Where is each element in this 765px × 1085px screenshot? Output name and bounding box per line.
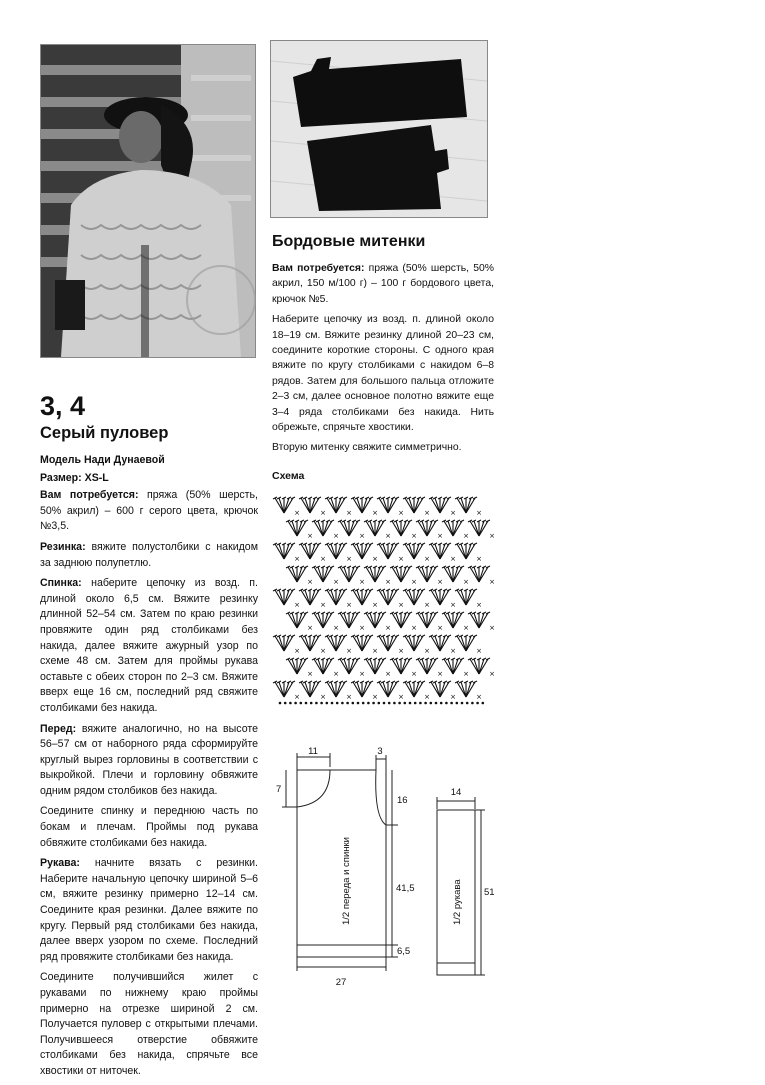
stitch-fan	[273, 543, 295, 559]
chain-dot	[435, 702, 438, 705]
stitch-x: ×	[411, 670, 417, 678]
stitch-fan	[403, 635, 425, 651]
chain-dot	[357, 702, 360, 705]
stitch-fan	[455, 681, 477, 697]
dim-body-height: 41,5	[396, 883, 415, 894]
needs-label: Вам потребуется:	[40, 489, 139, 502]
stitch-fan	[390, 520, 412, 536]
model-credit: Модель Нади Дунаевой	[40, 454, 165, 466]
stitch-x: ×	[463, 670, 469, 678]
chain-dot	[388, 702, 391, 705]
mittens-needs-label: Вам потребуется:	[272, 263, 365, 274]
stitch-x: ×	[424, 693, 430, 701]
stitch-x: ×	[307, 532, 313, 540]
stitch-x: ×	[320, 647, 326, 655]
stitch-x: ×	[424, 601, 430, 609]
chain-dot	[294, 702, 297, 705]
dim-body-width: 27	[335, 977, 347, 988]
stitch-x: ×	[476, 555, 482, 563]
dim-rib-height: 6,5	[397, 946, 411, 957]
stitch-fan	[299, 543, 321, 559]
stitch-fan	[429, 497, 451, 513]
stitch-x: ×	[398, 509, 404, 517]
front-text: вяжите аналогично, но на высоте 56–57 см от наборного ряда сформируйте круглый вырез горловины в соответствии с выкройкой. Плечи и горловину обвяжите одним рядом столбиков без накида.	[40, 722, 258, 797]
stitch-x: ×	[294, 647, 300, 655]
chain-dot	[341, 702, 344, 705]
stitch-fan	[299, 589, 321, 605]
stitch-fan	[468, 566, 490, 582]
stitch-fan	[299, 635, 321, 651]
stitch-fan	[312, 566, 334, 582]
stitch-x: ×	[294, 509, 300, 517]
stitch-x: ×	[463, 532, 469, 540]
stitch-x: ×	[346, 693, 352, 701]
stitch-x: ×	[333, 578, 339, 586]
chain-dot	[346, 702, 349, 705]
mittens-needs-text: пряжа (50% шерсть, 50% акрил, 150 м/100 г) – 100 г бордового цвета, крючок №5.	[272, 263, 494, 305]
dim-armhole: 16	[397, 795, 408, 806]
stitch-fan	[273, 635, 295, 651]
dim-sleeve-width: 14	[450, 787, 462, 798]
stitch-fan	[429, 635, 451, 651]
stitch-x: ×	[463, 578, 469, 586]
chain-dot	[289, 702, 292, 705]
stitch-x: ×	[437, 670, 443, 678]
stitch-x: ×	[489, 670, 495, 678]
stitch-x: ×	[346, 647, 352, 655]
stitch-x: ×	[385, 578, 391, 586]
stitch-x: ×	[398, 601, 404, 609]
stitch-x: ×	[424, 555, 430, 563]
size-label: Размер:	[40, 471, 82, 484]
back-text: наберите цепочку из возд. п. длиной около 6,5 см. Вяжите резинку длинной 52–54 см. Затем по краю резинки провяжите один ряд столбиками без накида, далее вяжите ажурный узор по схеме 48 см. Затем для проймы рукава оставьте с обеих сторон по 2–3 см. Вяжите вверх еще 16 см, последний ряд свяжите столбиками без накида.	[40, 577, 258, 714]
pattern-diagram	[272, 745, 502, 1020]
stitch-fan	[455, 543, 477, 559]
rib-label: Резинка:	[40, 540, 86, 553]
stitch-x: ×	[333, 532, 339, 540]
chain-dot	[471, 702, 474, 705]
chain-dot	[409, 702, 412, 705]
stitch-fan	[364, 520, 386, 536]
stitch-x: ×	[294, 555, 300, 563]
stitch-x: ×	[346, 509, 352, 517]
stitch-x: ×	[346, 601, 352, 609]
chain-dot	[398, 702, 401, 705]
chain-dot	[414, 702, 417, 705]
mittens-photo	[270, 40, 488, 218]
stitch-fan	[312, 520, 334, 536]
schema-label: Схема	[272, 470, 305, 482]
join-text: Соедините спинку и переднюю часть по бокам и плечам. Проймы под рукава обвяжите столбиками без накида.	[40, 805, 258, 849]
chain-dot	[352, 702, 355, 705]
stitch-x: ×	[424, 647, 430, 655]
stitch-x: ×	[450, 555, 456, 563]
stitch-x: ×	[489, 532, 495, 540]
stitch-x: ×	[398, 693, 404, 701]
stitch-fan	[351, 543, 373, 559]
stitch-x: ×	[450, 509, 456, 517]
chain-dot	[445, 702, 448, 705]
stitch-fan	[468, 658, 490, 674]
stitch-x: ×	[372, 509, 378, 517]
stitch-x: ×	[489, 624, 495, 632]
back-label: Спинка:	[40, 577, 82, 590]
stitch-x: ×	[476, 509, 482, 517]
size-value: XS-L	[84, 471, 109, 484]
stitch-x: ×	[385, 624, 391, 632]
stitch-fan	[377, 589, 399, 605]
chain-dot	[450, 702, 453, 705]
stitch-x: ×	[359, 578, 365, 586]
stitch-fan	[325, 589, 347, 605]
stitch-fan	[325, 543, 347, 559]
stitch-fan	[286, 658, 308, 674]
stitch-fan	[351, 497, 373, 513]
chain-dot	[310, 702, 313, 705]
chain-dot	[383, 702, 386, 705]
stitch-fan	[273, 589, 295, 605]
stitch-fan	[338, 520, 360, 536]
stitch-x: ×	[346, 555, 352, 563]
stitch-fan	[377, 497, 399, 513]
stitch-fan	[377, 635, 399, 651]
stitch-x: ×	[398, 555, 404, 563]
stitch-fan	[468, 612, 490, 628]
stitch-x: ×	[307, 578, 313, 586]
sleeve-text: начните вязать с резинки. Наберите начальную цепочку шириной 5–6 см, вяжите резинку примерно 12–14 см. Соедините края резинки. Далее вяжите по кругу. Первый ряд столбиками без накида, далее вверх узором по схеме. Последний ряд провяжите столбиками без накида.	[40, 857, 258, 963]
mittens-symmetric: Вторую митенку свяжите симметрично.	[272, 442, 462, 454]
stitch-fan	[390, 566, 412, 582]
stitch-fan	[442, 658, 464, 674]
stitch-x: ×	[411, 578, 417, 586]
chain-dot	[331, 702, 334, 705]
stitch-fan	[325, 497, 347, 513]
stitch-x: ×	[411, 624, 417, 632]
chain-dot	[320, 702, 323, 705]
crochet-chart	[276, 488, 495, 713]
needs-text: пряжа (50% шерсть, 50% акрил) – 600 г серого цвета, крючок №3,5.	[40, 489, 258, 533]
stitch-x: ×	[437, 624, 443, 632]
stitch-x: ×	[359, 670, 365, 678]
chain-dot	[456, 702, 459, 705]
pullover-title: Серый пуловер	[40, 424, 169, 442]
stitch-x: ×	[320, 509, 326, 517]
mittens-article	[272, 232, 494, 461]
chain-dot	[424, 702, 427, 705]
chain-dot	[336, 702, 339, 705]
stitch-x: ×	[372, 693, 378, 701]
stitch-fan	[312, 612, 334, 628]
stitch-fan	[416, 566, 438, 582]
stitch-fan	[312, 658, 334, 674]
stitch-x: ×	[489, 578, 495, 586]
stitch-fan	[416, 612, 438, 628]
stitch-x: ×	[476, 647, 482, 655]
stitch-fan	[377, 681, 399, 697]
stitch-x: ×	[385, 532, 391, 540]
stitch-x: ×	[450, 693, 456, 701]
stitch-x: ×	[424, 509, 430, 517]
stitch-fan	[325, 681, 347, 697]
chain-dot	[362, 702, 365, 705]
stitch-fan	[390, 612, 412, 628]
stitch-fan	[338, 566, 360, 582]
mittens-title: Бордовые митенки	[272, 233, 426, 250]
chain-dot	[476, 702, 479, 705]
body-piece-label: 1/2 переда и спинки	[341, 837, 352, 925]
stitch-x: ×	[294, 693, 300, 701]
stitch-fan	[442, 612, 464, 628]
stitch-fan	[286, 612, 308, 628]
stitch-fan	[455, 497, 477, 513]
stitch-fan	[325, 635, 347, 651]
stitch-x: ×	[411, 532, 417, 540]
stitch-fan	[364, 566, 386, 582]
pattern-number: 3, 4	[40, 391, 86, 421]
stitch-fan	[429, 681, 451, 697]
mittens-instructions: Наберите цепочку из возд. п. длиной около 18–19 см. Вяжите резинку длиной 20–23 см, соедините короткие стороны. С одного края вяжите по кругу столбиками с накидом 6–8 рядов. Затем для большого пальца отложите 2–3 см, далее основное полотно вяжите еще 3–4 ряда столбиками без накида. Нить обрежьте, спрячьте хвостики.	[272, 314, 494, 434]
stitch-fan	[273, 681, 295, 697]
stitch-fan	[338, 612, 360, 628]
stitch-fan	[286, 520, 308, 536]
stitch-fan	[273, 497, 295, 513]
stitch-x: ×	[320, 693, 326, 701]
pullover-photo	[40, 44, 256, 358]
stitch-x: ×	[398, 647, 404, 655]
stitch-x: ×	[320, 601, 326, 609]
chain-dot	[404, 702, 407, 705]
stitch-fan	[351, 681, 373, 697]
stitch-fan	[442, 566, 464, 582]
dim-neck-depth: 7	[276, 784, 282, 795]
chain-dot	[315, 702, 318, 705]
stitch-fan	[338, 658, 360, 674]
stitch-fan	[442, 520, 464, 536]
stitch-fan	[403, 543, 425, 559]
chain-dot	[393, 702, 396, 705]
stitch-x: ×	[372, 555, 378, 563]
chain-dot	[430, 702, 433, 705]
pullover-article	[40, 392, 258, 1085]
stitch-fan	[403, 497, 425, 513]
stitch-x: ×	[437, 578, 443, 586]
stitch-fan	[351, 635, 373, 651]
stitch-x: ×	[333, 624, 339, 632]
rib-text: вяжите полустолбики с накидом за заднюю полупетлю.	[40, 540, 258, 569]
stitch-fan	[364, 612, 386, 628]
dim-neck-width: 11	[308, 746, 318, 757]
stitch-x: ×	[476, 601, 482, 609]
chain-dot	[419, 702, 422, 705]
chain-dot	[372, 702, 375, 705]
stitch-x: ×	[359, 624, 365, 632]
stitch-fan	[286, 566, 308, 582]
stitch-x: ×	[437, 532, 443, 540]
front-label: Перед:	[40, 722, 77, 735]
chain-dot	[284, 702, 287, 705]
stitch-x: ×	[450, 601, 456, 609]
stitch-fan	[403, 681, 425, 697]
sleeve-piece-label: 1/2 рукава	[452, 879, 463, 925]
stitch-x: ×	[372, 601, 378, 609]
stitch-fan	[351, 589, 373, 605]
stitch-fan	[403, 589, 425, 605]
stitch-fan	[299, 497, 321, 513]
chain-dot	[367, 702, 370, 705]
stitch-x: ×	[359, 532, 365, 540]
stitch-fan	[416, 520, 438, 536]
stitch-x: ×	[372, 647, 378, 655]
stitch-fan	[299, 681, 321, 697]
stitch-fan	[455, 635, 477, 651]
stitch-fan	[377, 543, 399, 559]
stitch-x: ×	[333, 670, 339, 678]
chain-dot	[461, 702, 464, 705]
final-text: Соедините получившийся жилет с рукавами по нижнему краю проймы примерно на отрезке шириной 2 см. Получается пуловер с открытыми плечами. Получившееся отверстие обвяжите столбиками без накида, спрячьте все хвостики от ниточек.	[40, 971, 258, 1077]
stitch-fan	[390, 658, 412, 674]
stitch-x: ×	[463, 624, 469, 632]
sleeve-label: Рукава:	[40, 857, 80, 870]
stitch-fan	[364, 658, 386, 674]
chain-dot	[305, 702, 308, 705]
stitch-fan	[468, 520, 490, 536]
stitch-x: ×	[320, 555, 326, 563]
chain-dot	[326, 702, 329, 705]
stitch-fan	[429, 543, 451, 559]
stitch-x: ×	[450, 647, 456, 655]
stitch-fan	[455, 589, 477, 605]
stitch-fan	[416, 658, 438, 674]
stitch-x: ×	[307, 670, 313, 678]
stitch-x: ×	[294, 601, 300, 609]
chain-dot	[440, 702, 443, 705]
stitch-x: ×	[476, 693, 482, 701]
chain-dot	[482, 702, 485, 705]
chain-dot	[300, 702, 303, 705]
stitch-fan	[429, 589, 451, 605]
dim-shoulder: 3	[377, 746, 383, 757]
chain-dot	[466, 702, 469, 705]
stitch-x: ×	[385, 670, 391, 678]
chain-dot	[378, 702, 381, 705]
dim-sleeve-length: 51	[484, 887, 495, 898]
chain-dot	[279, 702, 282, 705]
stitch-x: ×	[307, 624, 313, 632]
